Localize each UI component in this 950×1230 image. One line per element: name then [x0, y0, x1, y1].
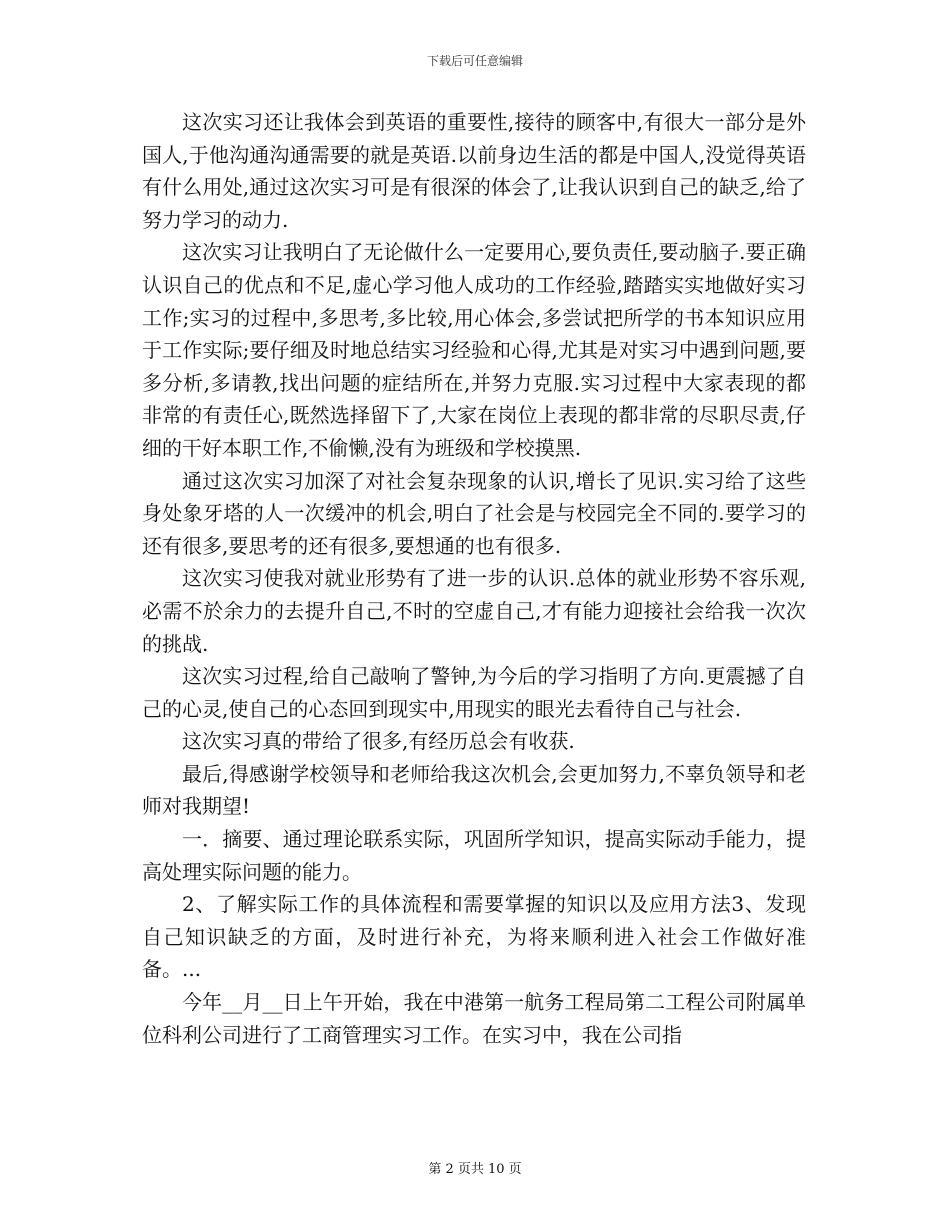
paragraph-internship-start: 今年__月__日上午开始，我在中港第一航务工程局第二工程公司附属单位科利公司进行了工商管理实习工作。在实习中，我在公司指 [142, 990, 806, 1047]
page-number: 第 2 页共 10 页 [428, 1162, 522, 1177]
paragraph-english-importance: 这次实习还让我体会到英语的重要性,接待的顾客中,有很大一部分是外国人,于他沟通沟通需要的就是英语.以前身边生活的都是中国人,没觉得英语有什么用处,通过这次实习可是有很深的体会了,让我认识到自己的缺乏,给了努力学习的动力. [142, 110, 806, 232]
document-body [142, 106, 806, 1051]
paragraph-employment: 这次实习使我对就业形势有了进一步的认识.总体的就业形势不容乐观,必需不於余力的去提升自己,不时的空虚自己,才有能力迎接社会给我一次次的挑战. [142, 566, 806, 656]
paragraph-abstract: 一．摘要、通过理论联系实际，巩固所学知识，提高实际动手能力，提高处理实际问题的能力。 [142, 827, 806, 884]
page-header-note: 下载后可任意编辑 [426, 54, 523, 68]
paragraph-society-awareness: 通过这次实习加深了对社会复杂现象的认识,增长了见识.实习给了这些身处象牙塔的人一次缓冲的机会,明白了社会是与校园完全不同的.要学习的还有很多,要思考的还有很多,要想通的也有很多. [142, 468, 806, 558]
paragraph-wake-up-call: 这次实习过程,给自己敲响了警钟,为今后的学习指明了方向.更震撼了自己的心灵,使自己的心态回到现实中,用现实的眼光去看待自己与社会. [142, 664, 806, 721]
paragraph-gains: 这次实习真的带给了很多,有经历总会有收获. [182, 729, 575, 754]
paragraph-goals: 2、了解实际工作的具体流程和需要掌握的知识以及应用方法3、发现自己知识缺乏的方面，及时进行补充，为将来顺利进入社会工作做好准备。... [142, 892, 806, 982]
paragraph-thanks: 最后,得感谢学校领导和老师给我这次机会,会更加努力,不辜负领导和老师对我期望! [142, 761, 806, 819]
paragraph-responsibility: 这次实习让我明白了无论做什么一定要用心,要负责任,要动脑子.要正确认识自己的优点和不足,虚心学习他人成功的工作经验,踏踏实实地做好实习工作;实习的过程中,多思考,多比较,用心体会,多尝试把所学的书本知识应用于工作实际;要仔细及时地总结实习经验和心得,尤其是对实习中遇到问题,要多分析,多请教,找出问题的症结所在,并努力克服.实习过程中大家表现的都非常的有责任心,既然选择留下了,大家在岗位上表现的都非常的尽职尽责,仔细的干好本职工作,不偷懒,没有为班级和学校摸黑. [142, 240, 806, 460]
